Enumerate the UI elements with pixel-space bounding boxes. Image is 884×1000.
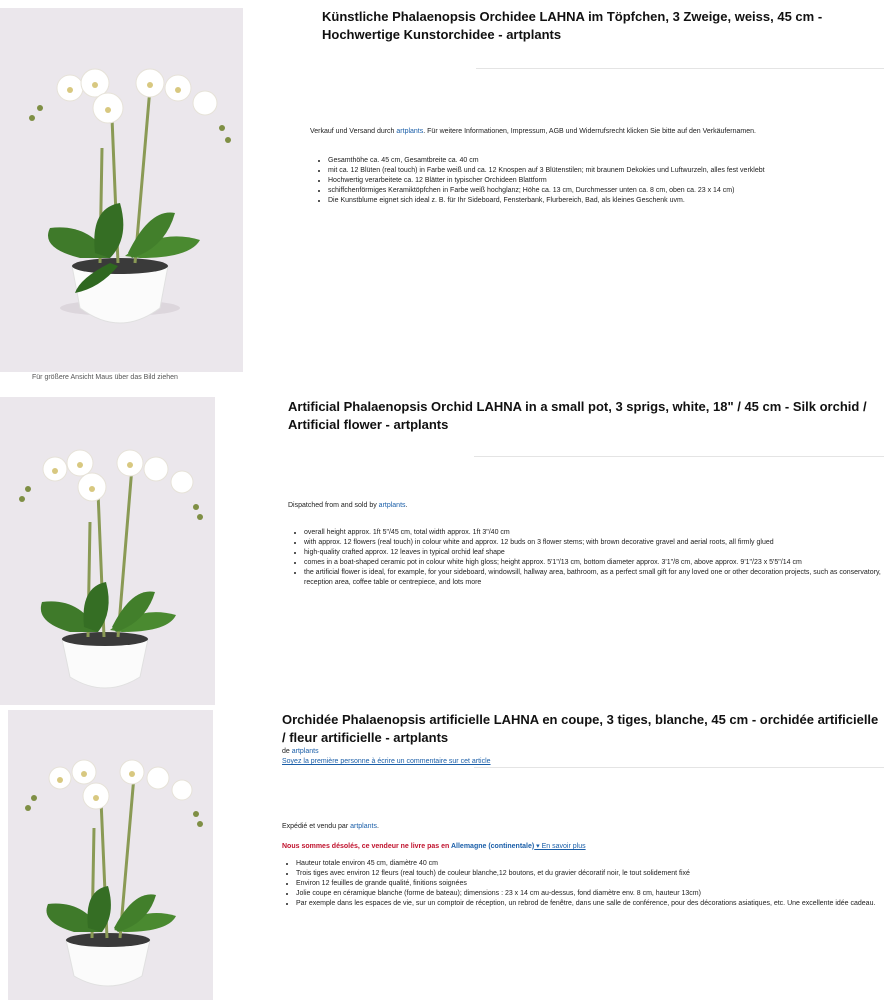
image-zoom-caption: Für größere Ansicht Maus über das Bild ziehen bbox=[32, 374, 178, 381]
product-section-en bbox=[0, 390, 884, 705]
seller-link-de[interactable]: artplants bbox=[396, 128, 424, 135]
shipping-warning bbox=[282, 842, 884, 850]
list-item: • mit ca. 12 Blüten (real touch) in Farbe weiß und ca. 12 Knospen auf 3 Blütenstilen; mit braunem Dekokies und Luftwurzeln, alles fest verklebt bbox=[328, 166, 884, 176]
orchid-image-icon bbox=[8, 710, 213, 1000]
product-title-block-de bbox=[322, 8, 877, 44]
divider bbox=[474, 456, 884, 457]
feature-list-fr bbox=[286, 859, 884, 909]
shipping-warning-text: Nous sommes désolés, ce vendeur ne livre pas en bbox=[282, 843, 451, 850]
product-title-de: Künstliche Phalaenopsis Orchidee LAHNA im Töpfchen, 3 Zweige, weiss, 45 cm - Hochwertige Kunstorchidee - artplants bbox=[322, 9, 823, 42]
write-review-link[interactable]: Soyez la première personne à écrire un commentaire sur cet article bbox=[282, 758, 491, 765]
product-image-en[interactable] bbox=[0, 397, 215, 705]
product-title-block-fr bbox=[282, 711, 884, 767]
seller-info-fr: Expédié et vendu par artplants. bbox=[282, 823, 379, 830]
shipping-country[interactable]: Allemagne (continentale) bbox=[450, 843, 535, 850]
seller-link-en[interactable]: artplants bbox=[378, 502, 406, 509]
divider bbox=[476, 68, 884, 69]
seller-link-fr[interactable]: artplants bbox=[350, 823, 377, 830]
divider bbox=[474, 767, 884, 768]
list-item: • Die Kunstblume eignet sich ideal z. B. für Ihr Sideboard, Fensterbank, Flurbereich, Bad, als kleines Geschenk uvm. bbox=[328, 196, 884, 206]
product-title-en: Artificial Phalaenopsis Orchid LAHNA in a small pot, 3 sprigs, white, 18" / 45 cm - Silk orchid / Artificial flower - artplants bbox=[288, 399, 867, 432]
feature-list-de bbox=[318, 156, 884, 206]
list-item: • overall height approx. 1ft 5"/45 cm, total width approx. 1ft 3"/40 cm bbox=[304, 528, 884, 538]
list-item: • comes in a boat-shaped ceramic pot in colour white high gloss; height approx. 5'1"/13 cm, bottom diameter approx. 3'1"/8 cm, above approx. 9'1"/23 x 5'5"/14 cm bbox=[304, 558, 884, 568]
orchid-image-icon bbox=[0, 397, 215, 705]
feature-list-en bbox=[294, 528, 884, 588]
product-section-de bbox=[0, 0, 884, 390]
list-item: • schiffchenförmiges Keramiktöpfchen in Farbe weiß hochglanz; Höhe ca. 13 cm, Durchmesser unten ca. 8 cm, oben ca. 23 x 14 cm) bbox=[328, 186, 884, 196]
list-item: • Environ 12 feuilles de grande qualité, finitions soignées bbox=[296, 879, 884, 889]
list-item: • Par exemple dans les espaces de vie, sur un comptoir de réception, un rebrod de fenêtre, dans une salle de conférence, pour des décorations asiatiques, etc. Une excellente idée cadeau. bbox=[296, 899, 884, 909]
product-title-fr: Orchidée Phalaenopsis artificielle LAHNA en coupe, 3 tiges, blanche, 45 cm - orchidée artificielle / fleur artificielle - artplants bbox=[282, 712, 879, 745]
product-image-de[interactable] bbox=[0, 8, 243, 372]
seller-info-en: Dispatched from and sold by artplants. bbox=[288, 502, 408, 509]
list-item: • high-quality crafted approx. 12 leaves in typical orchid leaf shape bbox=[304, 548, 884, 558]
product-image-fr[interactable] bbox=[8, 710, 213, 1000]
list-item: • Hochwertig verarbeitete ca. 12 Blätter in typischer Orchideen Blattform bbox=[328, 176, 884, 186]
list-item: • Trois tiges avec environ 12 fleurs (real touch) de couleur blanche,12 boutons, et du gravier décoratif noir, le tout solidement fixé bbox=[296, 869, 884, 879]
list-item: • Gesamthöhe ca. 45 cm, Gesamtbreite ca. 40 cm bbox=[328, 156, 884, 166]
seller-info-de: Verkauf und Versand durch artplants. Für weitere Informationen, Impressum, AGB und Widerrufsrecht klicken Sie bitte auf den Verkäufernamen. bbox=[310, 128, 756, 135]
list-item: • with approx. 12 flowers (real touch) in colour white and approx. 12 buds on 3 flower stems; with brown decorative gravel and aerial roots, all firmly glued bbox=[304, 538, 884, 548]
brand-link[interactable]: artplants bbox=[291, 748, 319, 755]
product-section-fr bbox=[0, 705, 884, 1000]
list-item: • the artificial flower is ideal, for example, for your sideboard, windowsill, hallway area, bathroom, as a perfect small gift for any loved one or other decoration projects, such as conservatory, reception area, coffee table or centrepiece, and lots more bbox=[304, 568, 884, 588]
list-item: • Jolie coupe en céramique blanche (forme de bateau); dimensions : 23 x 14 cm au-dessus, fond diamètre env. 8 cm, hauteur 13cm) bbox=[296, 889, 884, 899]
product-title-block-en bbox=[288, 398, 884, 434]
list-item: • Hauteur totale environ 45 cm, diamètre 40 cm bbox=[296, 859, 884, 869]
learn-more-link[interactable]: ▾ En savoir plus bbox=[534, 843, 586, 850]
brand-byline: de artplants bbox=[282, 748, 319, 755]
orchid-image-icon bbox=[0, 8, 243, 372]
